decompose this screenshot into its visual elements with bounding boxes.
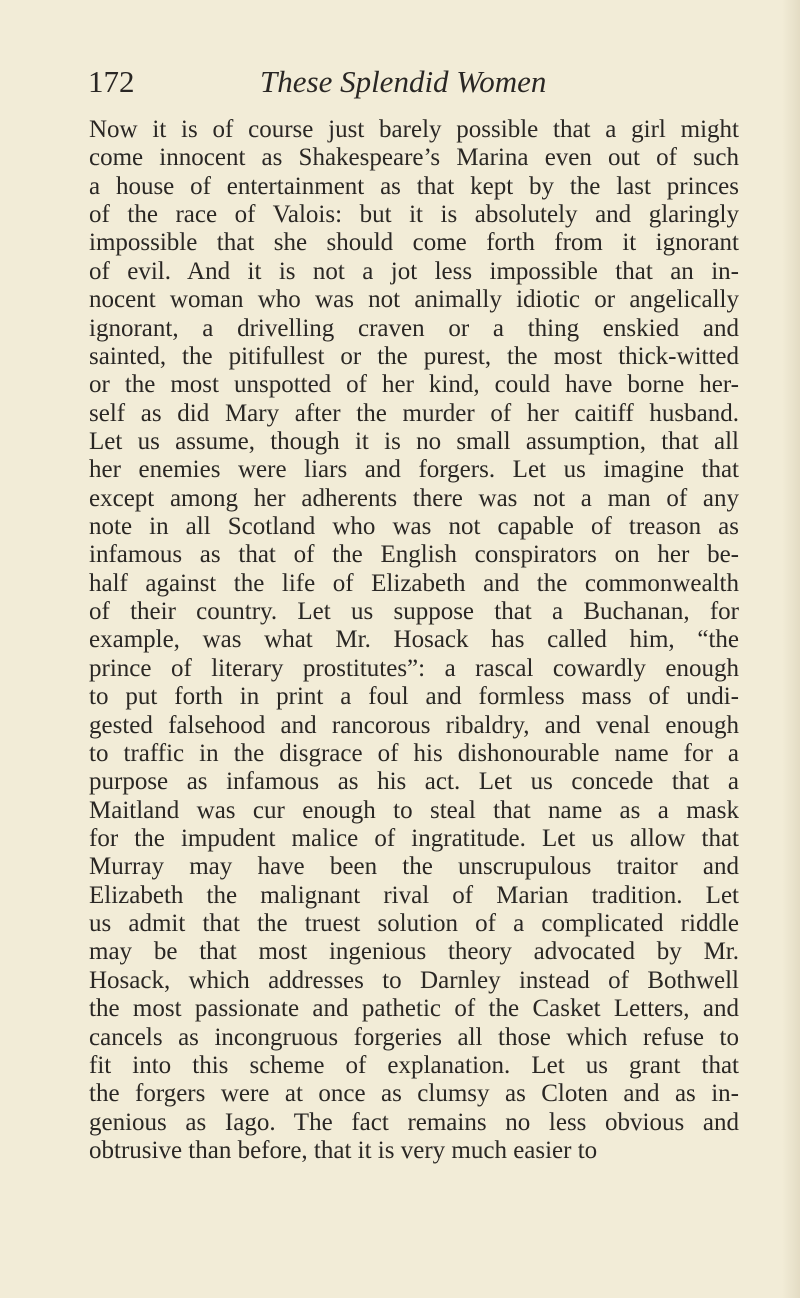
text-line: or the most unspotted of her kind, could have borne her-	[89, 371, 739, 399]
text-line: of their country. Let us suppose that a Buchanan, for	[89, 598, 739, 626]
page-edge-shadow	[782, 0, 800, 1298]
text-line: genious as Iago. The fact remains no less obvious and	[89, 1108, 739, 1136]
text-line: Now it is of course just barely possible that a girl might	[89, 116, 739, 143]
text-line: purpose as infamous as his act. Let us concede that a	[89, 768, 739, 796]
text-line: ignorant, a drivelling craven or a thing enskied and	[89, 314, 739, 342]
text-line: a house of entertainment as that kept by the last princes	[89, 172, 739, 200]
text-line: nocent woman who was not animally idiotic or angelically	[89, 286, 739, 314]
text-line: Murray may have been the unscrupulous traitor and	[89, 853, 739, 881]
text-line: Hosack, which addresses to Darnley instead of Bothwell	[89, 966, 739, 994]
text-line: us admit that the truest solution of a complicated riddle	[89, 910, 739, 938]
text-line: cancels as incongruous forgeries all those which refuse to	[89, 1023, 739, 1051]
text-line: may be that most ingenious theory advocated by Mr.	[89, 938, 739, 966]
running-head	[88, 62, 728, 102]
running-title: These Splendid Women	[260, 64, 547, 99]
text-line: for the impudent malice of ingratitude. Let us allow that	[89, 824, 739, 852]
text-line: to put forth in print a foul and formless mass of undi-	[89, 683, 739, 711]
text-line: fit into this scheme of explanation. Let us grant that	[89, 1051, 739, 1079]
text-line: half against the life of Elizabeth and the commonwealth	[89, 569, 739, 597]
page-number: 172	[88, 64, 135, 99]
text-line: Let us assume, though it is no small assumption, that all	[89, 427, 739, 455]
body-text	[89, 116, 739, 1165]
text-line: her enemies were liars and forgers. Let us imagine that	[89, 456, 739, 484]
text-line: obtrusive than before, that it is very much easier to	[89, 1136, 598, 1164]
text-line: impossible that she should come forth from it ignorant	[89, 229, 739, 257]
text-line: come innocent as Shakespeare’s Marina even out of such	[89, 144, 739, 172]
text-line: prince of literary prostitutes”: a rascal cowardly enough	[89, 654, 739, 682]
text-line: the most passionate and pathetic of the Casket Letters, and	[89, 995, 739, 1023]
text-line: of evil. And it is not a jot less impossible that an in-	[89, 257, 739, 285]
text-line: of the race of Valois: but it is absolutely and glaringly	[89, 201, 739, 229]
text-line: except among her adherents there was not a man of any	[89, 484, 739, 512]
text-line: the forgers were at once as clumsy as Cloten and as in-	[89, 1080, 739, 1108]
text-line: sainted, the pitifullest or the purest, the most thick-witted	[89, 342, 739, 370]
text-line: note in all Scotland who was not capable of treason as	[89, 513, 739, 541]
text-line: infamous as that of the English conspirators on her be-	[89, 541, 739, 569]
text-line: gested falsehood and rancorous ribaldry, and venal enough	[89, 711, 739, 739]
text-line: Maitland was cur enough to steal that name as a mask	[89, 796, 739, 824]
text-line: to traffic in the disgrace of his dishonourable name for a	[89, 739, 739, 767]
text-line: self as did Mary after the murder of her caitiff husband.	[89, 399, 739, 427]
text-line: Elizabeth the malignant rival of Marian tradition. Let	[89, 881, 739, 909]
text-line: example, was what Mr. Hosack has called him, “the	[89, 626, 739, 654]
